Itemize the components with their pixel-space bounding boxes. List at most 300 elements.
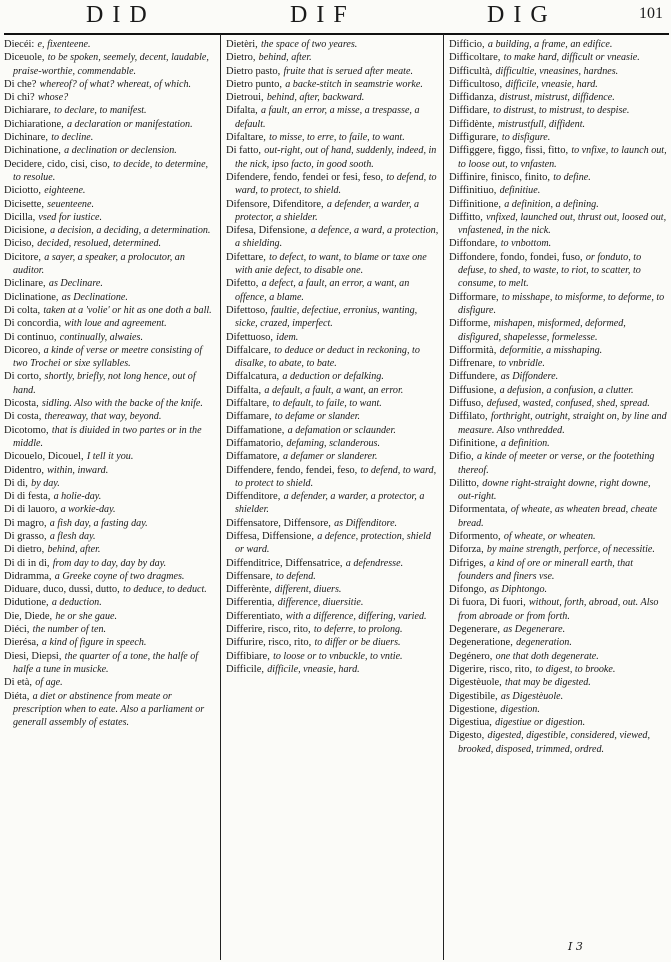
dictionary-entry [4, 224, 216, 237]
entry-headword: Di di lauoro, [4, 504, 58, 516]
entry-headword: Diffitto, [449, 211, 483, 223]
entry-definition: the space of two yeares. [261, 39, 358, 50]
entry-definition: a kind of figure in speech. [41, 637, 147, 649]
dictionary-entry [449, 477, 667, 504]
entry-definition: defused, wasted, confused, shed, spread. [486, 398, 650, 410]
dictionary-entry [4, 570, 216, 583]
dictionary-entry [226, 650, 439, 663]
dictionary-entry [449, 131, 667, 144]
entry-definition: vsed for iustice. [38, 211, 103, 223]
dictionary-entry [449, 397, 667, 410]
dictionary-entry [449, 450, 667, 477]
entry-definition: to defend. [275, 570, 316, 582]
entry-definition: to default, to faile, to want. [272, 398, 382, 410]
entry-definition: a defect, a fault, an error, a want, an offence, a blame. [235, 278, 410, 303]
entry-headword: Di concordia, [4, 318, 62, 330]
entry-headword: Differire, risco, rito, [226, 624, 311, 636]
entry-definition: whereof? of what? whereat, of which. [39, 78, 192, 90]
dictionary-entry [226, 410, 439, 423]
dictionary-entry [4, 397, 216, 410]
entry-headword: Di di in di, [4, 557, 50, 569]
entry-headword: Di grasso, [4, 530, 47, 542]
entry-definition: by day. [31, 477, 60, 489]
entry-definition: out-right, out of hand, suddenly, indeed, in the nick, ipso facto, in good sooth. [235, 145, 437, 170]
dictionary-entry [226, 198, 439, 225]
entry-definition: a definition. [500, 437, 550, 449]
signature-mark: I 3 [568, 940, 583, 953]
entry-headword: Diceuole, [4, 52, 45, 64]
dictionary-entry [449, 291, 667, 318]
entry-definition: mishapen, misformed, deformed, disfigured, shapelesse, formelesse. [458, 318, 626, 343]
entry-headword: Di continuo, [4, 331, 57, 343]
dictionary-entry [4, 144, 216, 157]
entry-definition: to vnbottom. [500, 238, 552, 250]
entry-headword: Digestibile, [449, 690, 498, 702]
dictionary-entry [226, 583, 439, 596]
entry-definition: with a difference, differing, varied. [285, 610, 427, 622]
dictionary-entry [4, 503, 216, 516]
entry-headword: Differènte, [226, 584, 272, 596]
entry-headword: Degeneratione, [449, 637, 513, 649]
entry-headword: Diffensatore, Diffensore, [226, 517, 331, 529]
entry-headword: Dicotomo, [4, 424, 49, 436]
entry-definition: to decide, to determine, to resolue. [13, 158, 209, 183]
dictionary-entry [449, 198, 667, 211]
entry-headword: Dietro, [226, 52, 256, 64]
entry-definition: distrust, mistrust, diffidence. [499, 92, 615, 104]
entry-definition: defaming, sclanderous. [286, 437, 381, 449]
dictionary-entry [226, 65, 439, 78]
dictionary-entry [226, 344, 439, 371]
entry-headword: Diffalcatura, [226, 371, 280, 383]
dictionary-entry [4, 331, 216, 344]
entry-definition: degeneration. [516, 637, 572, 649]
entry-definition: a definition, a defining. [504, 198, 599, 210]
entry-definition: fruite that is serued after meate. [283, 65, 413, 77]
entry-headword: Dicitore, [4, 251, 42, 263]
dictionary-entry [4, 636, 216, 649]
entry-definition: to vnbridle. [498, 358, 545, 370]
dictionary-entry [4, 623, 216, 636]
entry-definition: to deferre, to prolong. [313, 624, 403, 636]
dictionary-entry [449, 91, 667, 104]
dictionary-entry [4, 104, 216, 117]
entry-headword: Dilitto, [449, 477, 480, 489]
entry-headword: Diffamatione, [226, 424, 285, 436]
entry-definition: to declare, to manifest. [54, 105, 147, 117]
dictionary-entry [4, 304, 216, 317]
entry-headword: Di magro, [4, 517, 47, 529]
entry-definition: a defendresse. [345, 557, 404, 569]
entry-headword: Diffalcare, [226, 344, 271, 356]
dictionary-entry [449, 370, 667, 383]
dictionary-entry [226, 424, 439, 437]
entry-definition: different, diuers. [274, 584, 342, 596]
entry-headword: Digesto, [449, 730, 485, 742]
entry-headword: Difficultoso, [449, 78, 503, 90]
dictionary-entry [449, 437, 667, 450]
entry-definition: as Diphtongo. [489, 584, 548, 596]
entry-definition: decided, resolued, determined. [37, 238, 162, 250]
entry-definition: from day to day, day by day. [52, 557, 167, 569]
dictionary-entry [449, 503, 667, 530]
dictionary-entry [4, 650, 216, 677]
dictionary-entry [226, 370, 439, 383]
entry-definition: eighteene. [44, 185, 86, 197]
dictionary-entry [449, 729, 667, 756]
entry-headword: Difinitione, [449, 437, 498, 449]
entry-definition: a holie-day. [53, 491, 102, 503]
entry-definition: mistrustfull, diffident. [497, 118, 586, 130]
dictionary-entry [226, 596, 439, 609]
entry-definition: seuenteene. [47, 198, 94, 210]
entry-headword: Diffigurare, [449, 132, 499, 144]
entry-definition: to deduce, to deduct. [123, 584, 207, 596]
entry-definition: within, inward. [47, 464, 109, 476]
entry-headword: Di di, [4, 477, 28, 489]
entry-headword: Differentiato, [226, 610, 283, 622]
entry-headword: Di di festa, [4, 491, 51, 503]
entry-definition: of wheate, as wheaten bread, cheate bread. [458, 504, 658, 529]
dictionary-entry [449, 690, 667, 703]
entry-definition: to defect, to want, to blame or taxe one with anie defect, to disable one. [235, 251, 427, 277]
entry-definition: a defence, protection, shield or ward. [235, 530, 431, 556]
entry-definition: to vnfixe, to launch out, to loose out, to vnfasten. [458, 145, 667, 170]
entry-headword: Digestione, [449, 703, 498, 715]
dictionary-entry [4, 543, 216, 556]
entry-headword: Difficoltare, [449, 52, 501, 64]
entry-definition: a diet or abstinence from meate or prescription when to eate. Also a parliament or generall assembly of estates. [13, 690, 205, 729]
entry-headword: Diesi, Diepsi, [4, 650, 62, 662]
entry-definition: of wheate, or wheaten. [503, 530, 596, 542]
entry-headword: Di fatto, [226, 145, 261, 157]
entry-headword: Difongo, [449, 584, 487, 596]
entry-headword: Di età, [4, 677, 32, 689]
dictionary-entry [226, 636, 439, 649]
entry-definition: e, fixenteene. [37, 39, 91, 50]
dictionary-entry [4, 610, 216, 623]
dictionary-entry [226, 91, 439, 104]
entry-definition: vnfixed, launched out, thrust out, loosed out, vnfastened, in the nick. [458, 211, 667, 237]
dictionary-entry [226, 490, 439, 517]
entry-definition: I tell it you. [86, 451, 134, 463]
entry-headword: Degénero, [449, 650, 493, 662]
guide-word-right: DIG [487, 2, 557, 28]
entry-headword: Diffondere, fondo, fondei, fuso, [449, 251, 583, 263]
entry-headword: Dietroui, [226, 92, 264, 104]
header-rule [4, 33, 669, 35]
dictionary-entry [226, 530, 439, 557]
entry-headword: Diffurire, risco, rito, [226, 637, 312, 649]
dictionary-entry [226, 51, 439, 64]
entry-headword: Di fuora, Di fuori, [449, 597, 526, 609]
entry-headword: Diffuso, [449, 398, 484, 410]
dictionary-entry [226, 450, 439, 463]
entry-headword: Diffaltare, [226, 398, 270, 410]
entry-headword: Digestiua, [449, 717, 492, 729]
entry-headword: Difio, [449, 451, 474, 463]
dictionary-entry [4, 38, 216, 51]
entry-headword: Dietro pasto, [226, 65, 281, 77]
dictionary-entry [449, 596, 667, 623]
entry-definition: to distrust, to mistrust, to despise. [493, 105, 630, 117]
dictionary-entry [449, 251, 667, 291]
entry-headword: Diciso, [4, 238, 35, 250]
entry-headword: Diclinare, [4, 278, 46, 290]
entry-headword: Difforme, [449, 318, 491, 330]
entry-headword: Difensore, Difenditore, [226, 198, 324, 210]
entry-headword: Diffibiare, [226, 650, 270, 662]
dictionary-entry [226, 304, 439, 331]
dictionary-entry [449, 663, 667, 676]
dictionary-entry [226, 104, 439, 131]
entry-headword: Decidere, cido, cisi, ciso, [4, 158, 110, 170]
entry-definition: a defusion, a confusion, a clutter. [499, 384, 634, 396]
dictionary-entry [4, 450, 216, 463]
dictionary-entry [4, 583, 216, 596]
entry-definition: as Declinare. [48, 278, 103, 290]
entry-definition: a defender, a warder, a protector, a shielder. [235, 198, 420, 223]
entry-definition: taken at a 'volie' or hit as one doth a ball. [43, 304, 212, 316]
dictionary-entry [4, 184, 216, 197]
entry-headword: Dicoreo, [4, 344, 41, 356]
entry-definition: to disfigure. [501, 132, 551, 144]
dictionary-entry [4, 317, 216, 330]
dictionary-entry [226, 38, 439, 51]
entry-definition: the number of ten. [32, 624, 107, 636]
entry-headword: Degenerare, [449, 624, 501, 636]
entry-definition: a backe-stitch in seamstrie worke. [285, 78, 423, 90]
entry-definition: the quarter of a tone, the halfe of halfe a tune in musicke. [13, 650, 199, 675]
entry-definition: thereaway, that way, beyond. [44, 411, 162, 423]
column-3 [449, 38, 667, 756]
entry-headword: Difettuoso, [226, 331, 273, 343]
entry-headword: Diffidare, [449, 105, 490, 117]
dictionary-entry [449, 357, 667, 370]
entry-definition: he or she gaue. [55, 610, 117, 622]
dictionary-entry [4, 676, 216, 689]
dictionary-entry [4, 464, 216, 477]
dictionary-entry [226, 397, 439, 410]
dictionary-entry [226, 517, 439, 530]
entry-headword: Didramma, [4, 570, 52, 582]
dictionary-entry [226, 131, 439, 144]
entry-headword: Diformentata, [449, 504, 508, 516]
entry-definition: to be spoken, seemely, decent, laudable, praise-worthie, commendable. [13, 52, 209, 77]
dictionary-entry [226, 437, 439, 450]
entry-headword: Dietèri, [226, 39, 258, 50]
entry-definition: a kind of ore or minerall earth, that founders and finers vse. [458, 557, 633, 582]
entry-definition: a fault, an error, a misse, a trespasse, a default. [235, 105, 420, 130]
entry-definition: to defame or slander. [274, 411, 361, 423]
entry-definition: behind, after. [47, 544, 101, 556]
entry-headword: Diffrenare, [449, 358, 496, 370]
entry-headword: Diffidènte, [449, 118, 495, 130]
dictionary-entry [4, 211, 216, 224]
entry-definition: a declaration or manifestation. [66, 118, 193, 130]
dictionary-entry [4, 291, 216, 304]
dictionary-entry [226, 384, 439, 397]
dictionary-entry [4, 158, 216, 185]
entry-definition: sidling. Also with the backe of the knife. [41, 398, 203, 410]
dictionary-entry [449, 237, 667, 250]
dictionary-entry [449, 650, 667, 663]
entry-headword: Diduare, duco, dussi, dutto, [4, 584, 120, 596]
entry-definition: without, forth, abroad, out. Also from abroade or from forth. [458, 597, 659, 622]
entry-headword: Difettoso, [226, 304, 268, 316]
entry-headword: Dichinare, [4, 132, 49, 144]
entry-headword: Diffendere, fendo, fendei, feso, [226, 464, 358, 476]
entry-headword: Dicisione, [4, 225, 47, 237]
entry-headword: Di dietro, [4, 544, 45, 556]
entry-headword: Die, Diede, [4, 610, 53, 622]
dictionary-entry [4, 424, 216, 451]
entry-definition: a declination or declension. [64, 145, 177, 157]
dictionary-entry [449, 636, 667, 649]
entry-headword: Diciotto, [4, 185, 42, 197]
entry-definition: a Greeke coyne of two dragmes. [54, 570, 185, 582]
dictionary-entry [226, 251, 439, 278]
entry-headword: Digestèuole, [449, 677, 502, 689]
entry-headword: Diffamatore, [226, 451, 280, 463]
dictionary-entry [449, 144, 667, 171]
dictionary-entry [449, 171, 667, 184]
dictionary-entry [449, 317, 667, 344]
dictionary-entry [226, 171, 439, 198]
dictionary-entry [4, 277, 216, 290]
entry-definition: that may be digested. [505, 677, 591, 689]
entry-headword: Diffinitiuo, [449, 185, 497, 197]
entry-headword: Diffidanza, [449, 92, 497, 104]
entry-definition: a flesh day. [49, 530, 96, 542]
entry-headword: Difalta, [226, 105, 258, 117]
dictionary-entry [4, 131, 216, 144]
dictionary-entry [226, 663, 439, 676]
dictionary-entry [4, 517, 216, 530]
dictionary-entry [449, 118, 667, 131]
entry-headword: Diffinire, finisco, finito, [449, 171, 550, 183]
entry-definition: a decision, a deciding, a determination. [50, 225, 211, 237]
dictionary-entry [226, 610, 439, 623]
entry-definition: to misse, to erre, to faile, to want. [269, 132, 405, 144]
entry-headword: Diffamare, [226, 411, 272, 423]
entry-definition: with loue and agreement. [64, 318, 167, 330]
dictionary-entry [4, 198, 216, 211]
entry-headword: Diffiggere, figgo, fissi, fitto, [449, 145, 569, 157]
dictionary-entry [4, 237, 216, 250]
dictionary-entry [449, 410, 667, 437]
entry-headword: Diffundere, [449, 371, 498, 383]
entry-headword: Difaltare, [226, 132, 266, 144]
entry-definition: to defend, to ward, to protect, to shield. [235, 171, 437, 197]
entry-headword: Diffalta, [226, 384, 262, 396]
entry-definition: a defence, a ward, a protection, a shielding. [235, 225, 439, 250]
entry-definition: a defender, a warder, a protector, a shielder. [235, 491, 425, 516]
entry-headword: Di che? [4, 78, 37, 90]
entry-headword: Difficultà, [449, 65, 493, 77]
entry-headword: Di corto, [4, 371, 42, 383]
dictionary-entry [449, 384, 667, 397]
entry-definition: or fonduto, to defuse, to shed, to waste, to riot, to scatter, to consume, to melt. [458, 251, 642, 290]
entry-definition: one that doth degenerate. [495, 650, 599, 662]
entry-definition: to loose or to vnbuckle, to vntie. [273, 650, 403, 662]
entry-headword: Diclinatione, [4, 291, 59, 303]
entry-definition: to differ or be diuers. [314, 637, 401, 649]
dictionary-entry [4, 690, 216, 730]
dictionary-entry [449, 583, 667, 596]
entry-definition: a deduction or defalking. [282, 371, 384, 383]
dictionary-entry [449, 78, 667, 91]
entry-headword: Difendere, fendo, fendei or fesi, feso, [226, 171, 384, 183]
dictionary-entry [4, 557, 216, 570]
entry-headword: Dierésa, [4, 637, 39, 649]
dictionary-entry [226, 570, 439, 583]
entry-definition: shortly, briefly, not long hence, out of hand. [13, 371, 196, 396]
entry-headword: Digerire, risco, rito, [449, 663, 533, 675]
entry-headword: Dietro punto, [226, 78, 282, 90]
dictionary-entry [449, 623, 667, 636]
entry-definition: as Degenerare. [503, 624, 566, 636]
entry-definition: faultie, defectiue, erronius, wanting, sicke, crazed, imperfect. [235, 304, 418, 330]
dictionary-entry [4, 344, 216, 371]
entry-headword: Di colta, [4, 304, 41, 316]
entry-definition: a building, a frame, an edifice. [487, 39, 613, 50]
entry-headword: Dichiarare, [4, 105, 51, 117]
entry-headword: Diffilato, [449, 411, 488, 423]
entry-headword: Diffenditrice, Diffensatrice, [226, 557, 343, 569]
entry-definition: as Diffondere. [500, 371, 559, 383]
entry-headword: Differentia, [226, 597, 275, 609]
entry-headword: Difetto, [226, 278, 259, 290]
entry-definition: a defamation or sclaunder. [287, 424, 396, 436]
entry-headword: Difficile, [226, 663, 265, 675]
entry-headword: Diffensare, [226, 570, 273, 582]
dictionary-entry [4, 78, 216, 91]
entry-headword: Diéta, [4, 690, 30, 702]
entry-definition: continually, alwaies. [59, 331, 143, 343]
dictionary-entry [449, 104, 667, 117]
column-1 [4, 38, 216, 729]
entry-headword: Difformare, [449, 291, 499, 303]
entry-definition: of age. [35, 677, 63, 689]
entry-headword: Di costa, [4, 411, 42, 423]
dictionary-entry [4, 51, 216, 78]
dictionary-entry [449, 530, 667, 543]
dictionary-entry [226, 78, 439, 91]
entry-headword: Difriges, [449, 557, 487, 569]
dictionary-entry [226, 331, 439, 344]
dictionary-entry [4, 530, 216, 543]
dictionary-entry [226, 224, 439, 251]
entry-headword: Dicosta, [4, 398, 39, 410]
dictionary-entry [226, 464, 439, 491]
dictionary-entry [226, 277, 439, 304]
entry-headword: Di chi? [4, 92, 35, 104]
entry-definition: to define. [553, 171, 591, 183]
entry-definition: as Diffenditore. [334, 517, 398, 529]
column-2 [226, 38, 439, 676]
dictionary-entry [449, 211, 667, 238]
entry-headword: Difettare, [226, 251, 266, 263]
entry-headword: Diffinitione, [449, 198, 502, 210]
entry-definition: downe right-straight downe, right downe, out-right. [458, 477, 651, 503]
dictionary-entry [449, 543, 667, 556]
entry-definition: digestion. [500, 703, 540, 715]
entry-definition: to make hard, difficult or vneasie. [503, 52, 640, 64]
entry-definition: difficile, vneasie, hard. [505, 78, 598, 90]
entry-headword: Diformento, [449, 530, 501, 542]
entry-definition: whose? [37, 92, 69, 104]
